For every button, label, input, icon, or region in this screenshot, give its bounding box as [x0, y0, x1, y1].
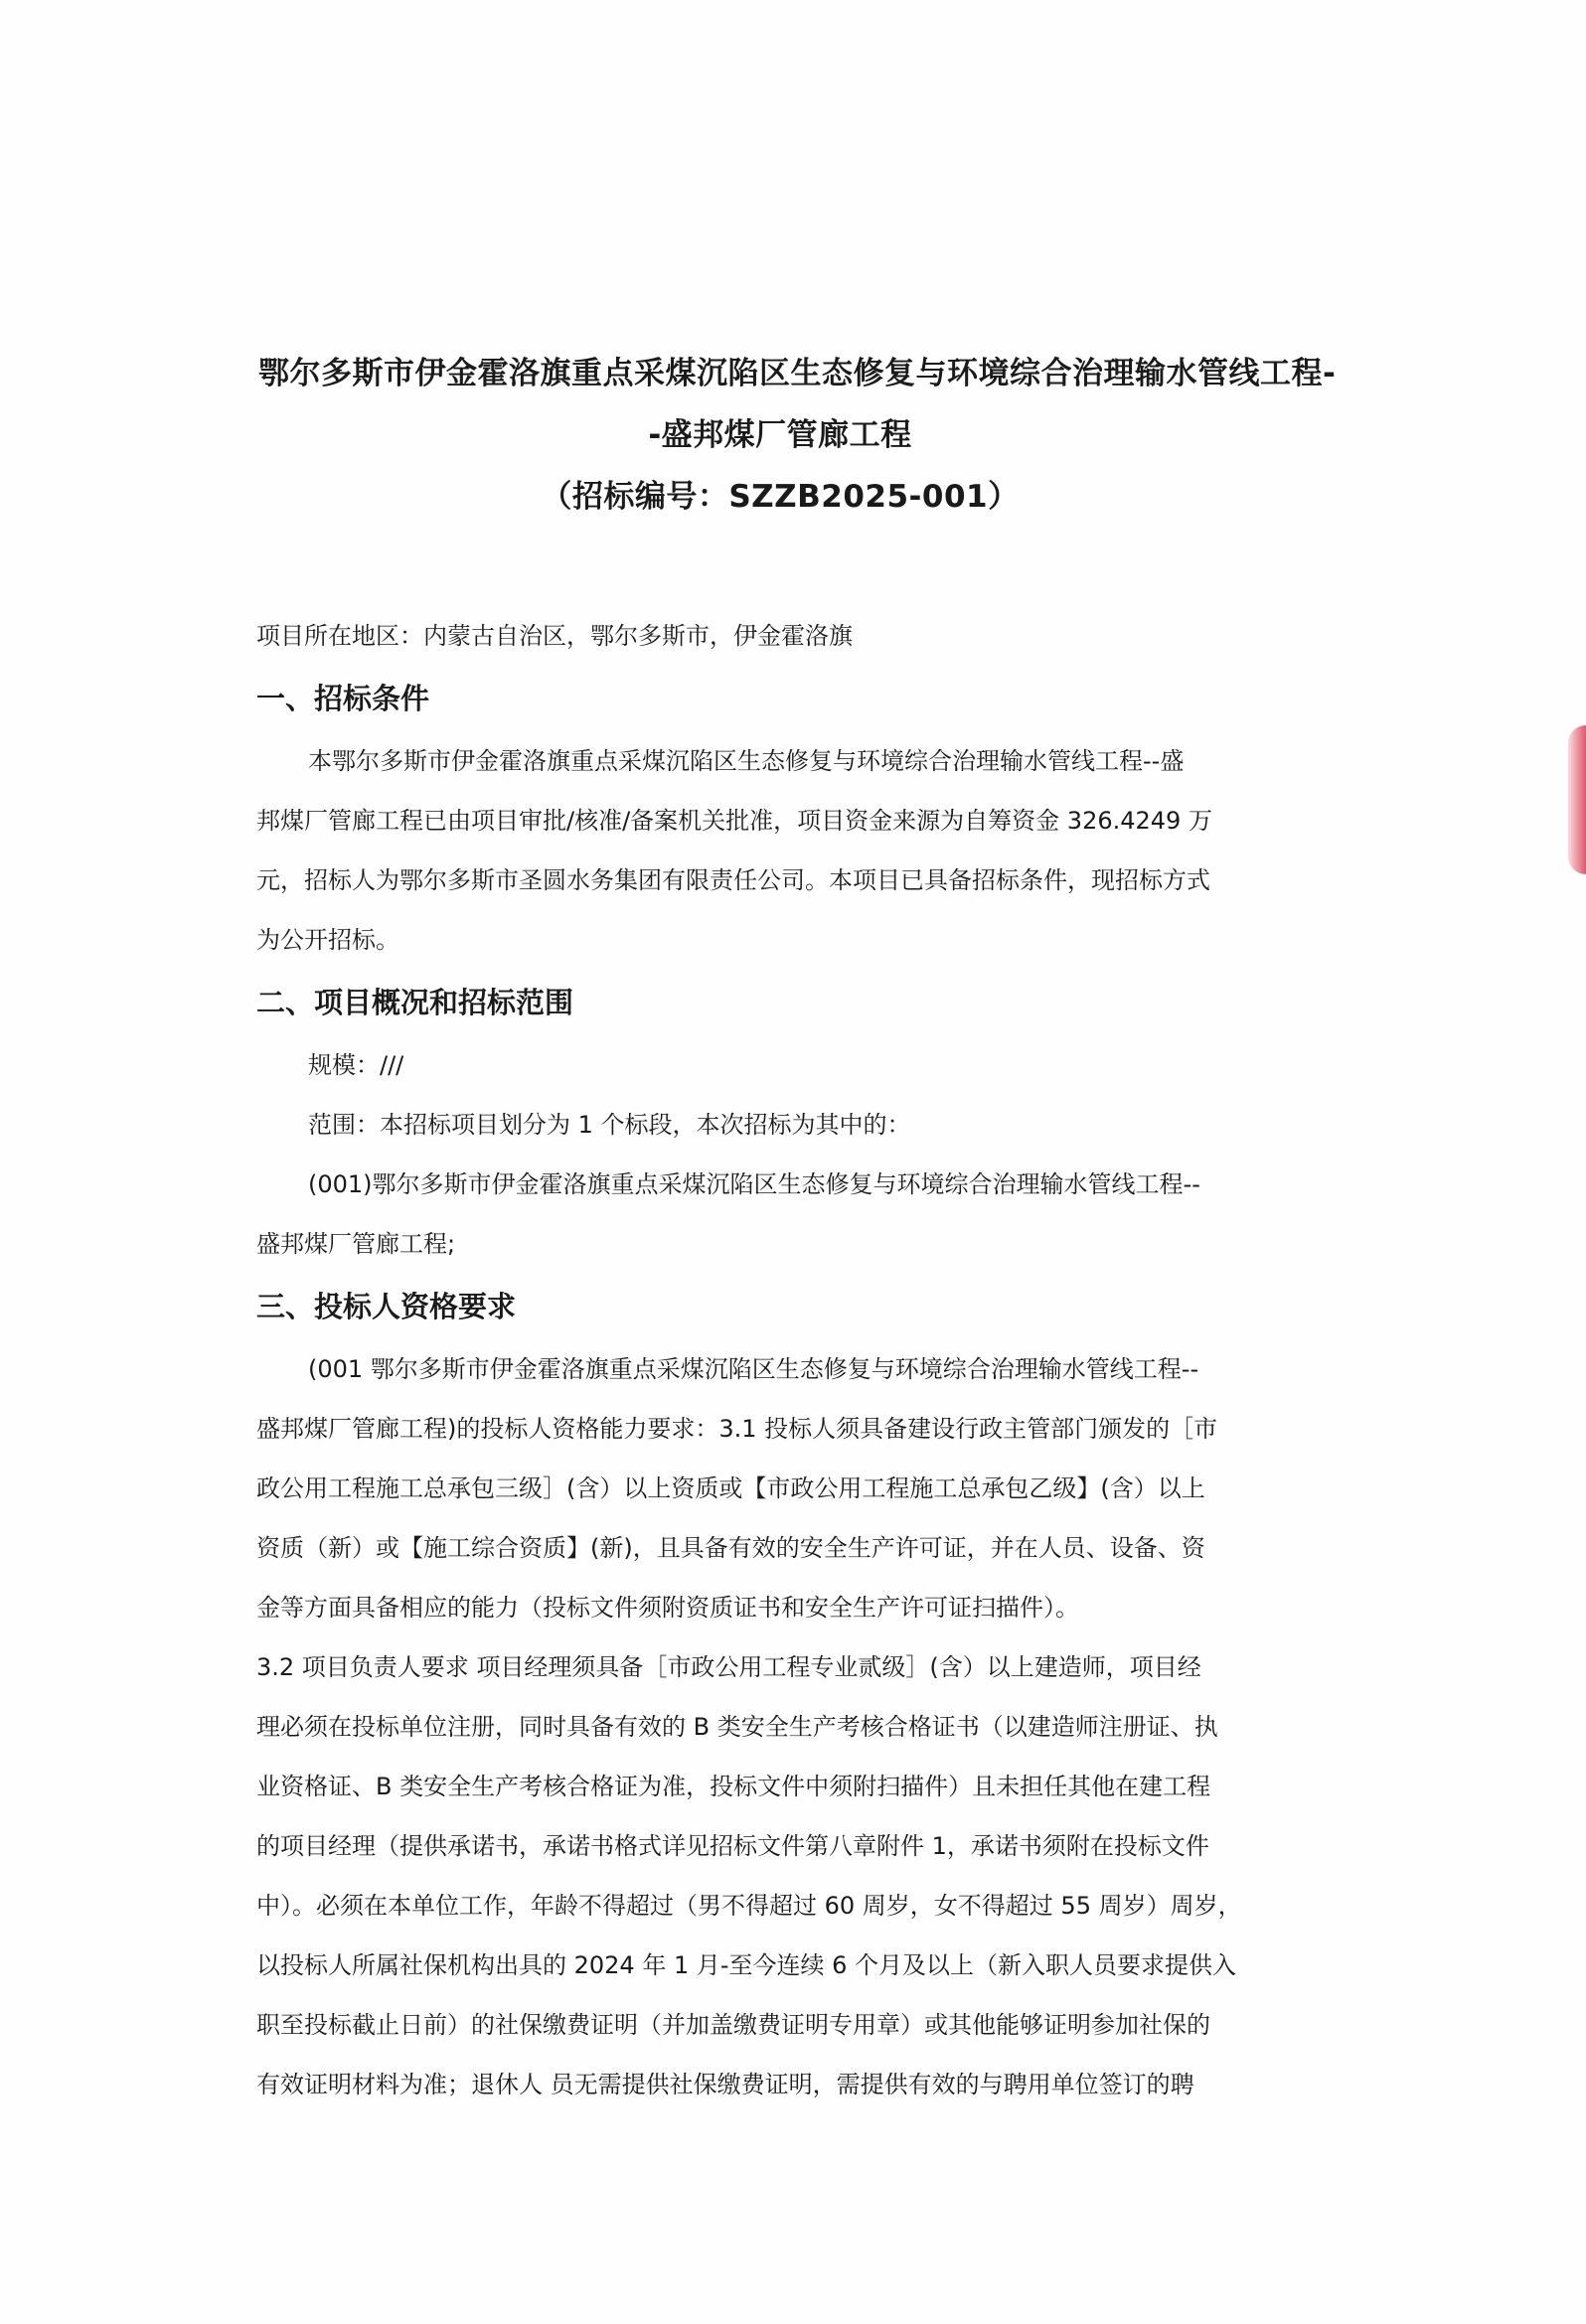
section3-line: 盛邦煤厂管廊工程)的投标人资格能力要求：3.1 投标人须具备建设行政主管部门颁发的［市	[256, 1415, 1218, 1443]
document-body	[256, 606, 1310, 2114]
section1-line: 为公开招标。	[256, 926, 399, 954]
scope-text: 范围：本招标项目划分为 1 个标段，本次招标为其中的：	[308, 1111, 911, 1139]
bid-number: （招标编号：SZZB2025-001）	[541, 479, 1020, 515]
title-line-1: 鄂尔多斯市伊金霍洛旗重点采煤沉陷区生态修复与环境综合治理输水管线工程-	[258, 356, 1337, 391]
section-heading-2: 二、项目概况和招标范围	[256, 986, 574, 1019]
section3-line: 业资格证、B 类安全生产考核合格证为准，投标文件中须附扫描件）且未担任其他在建工程	[256, 1773, 1211, 1800]
section3-line: 中）。必须在本单位工作，年龄不得超过（男不得超过 60 周岁，女不得超过 55 周岁）周岁，	[256, 1892, 1242, 1920]
section3-line: 的项目经理（提供承诺书，承诺书格式详见招标文件第八章附件 1，承诺书须附在投标文件	[256, 1832, 1209, 1860]
section-heading-3: 三、投标人资格要求	[256, 1290, 517, 1323]
section3-line: 以投标人所属社保机构出具的 2024 年 1 月-至今连续 6 个月及以上（新入职人员要求提供入	[256, 1951, 1237, 1979]
seal-edge-mark	[1568, 725, 1586, 874]
section3-line: 资质（新）或【施工综合资质】(新)，且具备有效的安全生产许可证，并在人员、设备、资	[256, 1534, 1205, 1562]
scale-text: 规模：///	[308, 1051, 404, 1079]
section-heading-1: 一、招标条件	[256, 682, 430, 715]
section3-line: 金等方面具备相应的能力（投标文件须附资质证书和安全生产许可证扫描件）。	[256, 1594, 1079, 1622]
lot-item-line: (001)鄂尔多斯市伊金霍洛旗重点采煤沉陷区生态修复与环境综合治理输水管线工程--	[308, 1170, 1200, 1198]
lot-item-line: 盛邦煤厂管廊工程;	[256, 1230, 456, 1258]
section3-line: 政公用工程施工总承包三级］(含）以上资质或【市政公用工程施工总承包乙级】(含）以上	[256, 1474, 1205, 1502]
section3-line: 3.2 项目负责人要求 项目经理须具备［市政公用工程专业贰级］(含）以上建造师，项目经	[256, 1653, 1201, 1681]
section3-line: 理必须在投标单位注册，同时具备有效的 B 类安全生产考核合格证书（以建造师注册证、执	[256, 1713, 1218, 1741]
section1-line: 本鄂尔多斯市伊金霍洛旗重点采煤沉陷区生态修复与环境综合治理输水管线工程--盛	[308, 747, 1185, 775]
project-location: 项目所在地区：内蒙古自治区，鄂尔多斯市，伊金霍洛旗	[256, 622, 853, 650]
section3-line: 职至投标截止日前）的社保缴费证明（并加盖缴费证明专用章）或其他能够证明参加社保的	[256, 2011, 1210, 2039]
section1-line: 邦煤厂管廊工程已由项目审批/核准/备案机关批准，项目资金来源为自筹资金 326.4249 万	[256, 807, 1212, 835]
section1-line: 元，招标人为鄂尔多斯市圣圆水务集团有限责任公司。本项目已具备招标条件，现招标方式	[256, 866, 1210, 894]
document-title	[238, 343, 1337, 528]
section3-line: 有效证明材料为准；退休人 员无需提供社保缴费证明，需提供有效的与聘用单位签订的聘	[256, 2071, 1194, 2098]
section3-line: (001 鄂尔多斯市伊金霍洛旗重点采煤沉陷区生态修复与环境综合治理输水管线工程--	[308, 1355, 1199, 1383]
title-line-2: -盛邦煤厂管廊工程	[648, 417, 912, 453]
